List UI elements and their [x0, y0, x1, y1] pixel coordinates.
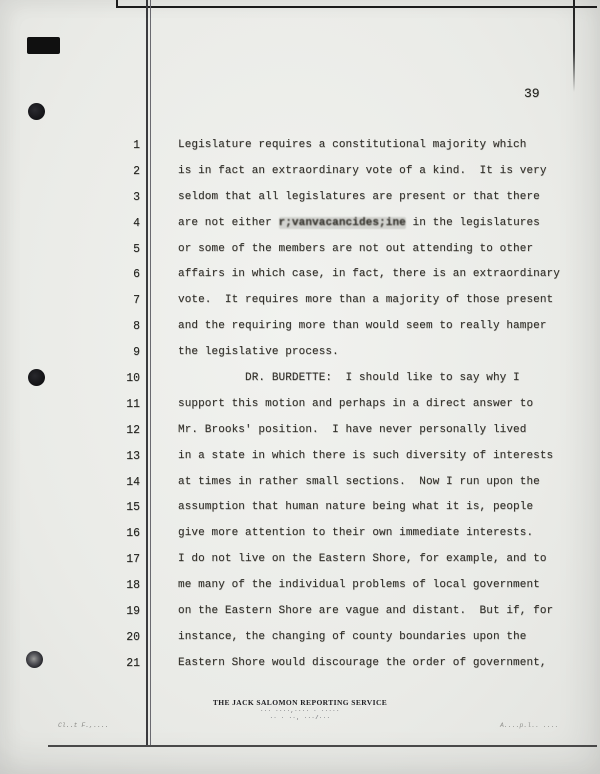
line-text: and the requiring more than would seem to really hamper	[178, 320, 547, 333]
line-text: Legislature requires a constitutional majority which	[178, 139, 527, 151]
transcript-line	[104, 657, 582, 683]
transcript-line	[104, 579, 582, 605]
footer-right-note: A....p.l.. ....	[500, 722, 559, 729]
transcript-line	[104, 217, 582, 243]
scan-artifact-block	[27, 37, 60, 54]
hole-punch-middle	[28, 369, 45, 386]
line-text: DR. BURDETTE: I should like to say why I	[178, 372, 520, 385]
line-text: I do not live on the Eastern Shore, for example, and to	[178, 553, 547, 566]
line-number: 14	[126, 475, 140, 489]
scan-border-top-stub	[116, 0, 118, 8]
transcript-line	[104, 294, 582, 320]
line-number: 13	[126, 449, 140, 463]
transcript-line	[104, 243, 582, 269]
transcript-line	[104, 501, 582, 527]
line-text: assumption that human nature being what it is, people	[178, 501, 534, 514]
transcript-line	[104, 424, 582, 450]
transcript-line	[104, 346, 582, 372]
scan-border-bottom	[48, 745, 597, 747]
line-number: 11	[126, 397, 140, 411]
line-number: 19	[126, 605, 140, 619]
line-number: 12	[126, 423, 140, 437]
line-text: the legislative process.	[178, 346, 339, 359]
line-text: in a state in which there is such diversity of interests	[178, 449, 554, 462]
page-number: 39	[524, 86, 540, 101]
line-number: 2	[133, 164, 140, 178]
stamp-company-name: THE JACK SALOMON REPORTING SERVICE	[212, 698, 388, 707]
line-number: 5	[133, 242, 140, 256]
transcript-line	[104, 139, 582, 165]
line-text: on the Eastern Shore are vague and distant. But if, for	[178, 605, 554, 618]
line-text: Eastern Shore would discourage the order of government,	[178, 656, 547, 669]
transcript-line	[104, 527, 582, 553]
line-text: instance, the changing of county boundaries upon the	[178, 630, 527, 643]
line-text: seldom that all legislatures are present or that there	[178, 190, 540, 203]
line-text: or some of the members are not out attending to other	[178, 242, 534, 255]
hole-punch-top	[28, 103, 45, 120]
transcript-lines	[104, 139, 582, 683]
transcript-line	[104, 450, 582, 476]
line-number: 21	[126, 656, 140, 670]
line-number: 7	[133, 294, 140, 308]
stamp-phone-line: ·· · ··, ···/···	[269, 714, 331, 721]
line-text: vote. It requires more than a majority of those present	[178, 294, 554, 307]
scan-border-right	[573, 0, 575, 92]
line-number: 8	[133, 320, 140, 334]
line-number: 10	[126, 372, 140, 386]
reporting-service-stamp	[180, 698, 420, 721]
line-text: Mr. Brooks' position. I have never personally lived	[178, 423, 527, 436]
line-text: at times in rather small sections. Now I run upon the	[178, 475, 540, 488]
line-number: 20	[126, 630, 140, 644]
line-text: give more attention to their own immediate interests.	[178, 527, 534, 540]
line-text: are not either r;vanvacancides;ine in the legislatures	[178, 216, 540, 229]
line-number: 16	[126, 527, 140, 541]
line-text: me many of the individual problems of local government	[178, 579, 540, 592]
scan-border-top	[116, 6, 597, 8]
line-number: 18	[126, 579, 140, 593]
transcript-line	[104, 191, 582, 217]
transcript-line	[104, 605, 582, 631]
line-number: 6	[133, 268, 140, 282]
line-text: is in fact an extraordinary vote of a kind. It is very	[178, 164, 547, 177]
line-number: 1	[133, 139, 140, 152]
overtyped-correction: r;vanvacancides;ine	[278, 216, 406, 229]
transcript-line	[104, 476, 582, 502]
line-number: 3	[133, 190, 140, 204]
transcript-line	[104, 165, 582, 191]
line-number: 17	[126, 553, 140, 567]
transcript-line	[104, 631, 582, 657]
footer-left-note: Cl..t F.,....	[58, 722, 109, 729]
line-number: 9	[133, 346, 140, 360]
hole-punch-bottom	[26, 651, 43, 668]
transcript-line	[104, 398, 582, 424]
line-number: 15	[126, 501, 140, 515]
line-text: support this motion and perhaps in a direct answer to	[178, 397, 534, 410]
transcript-line	[104, 553, 582, 579]
transcript-line	[104, 268, 582, 294]
stamp-address-line: ··· ····,···· · ·····	[260, 707, 340, 714]
line-number: 4	[133, 216, 140, 230]
transcript-line	[104, 372, 582, 398]
transcript-line	[104, 320, 582, 346]
line-text: affairs in which case, in fact, there is an extraordinary	[178, 268, 560, 281]
